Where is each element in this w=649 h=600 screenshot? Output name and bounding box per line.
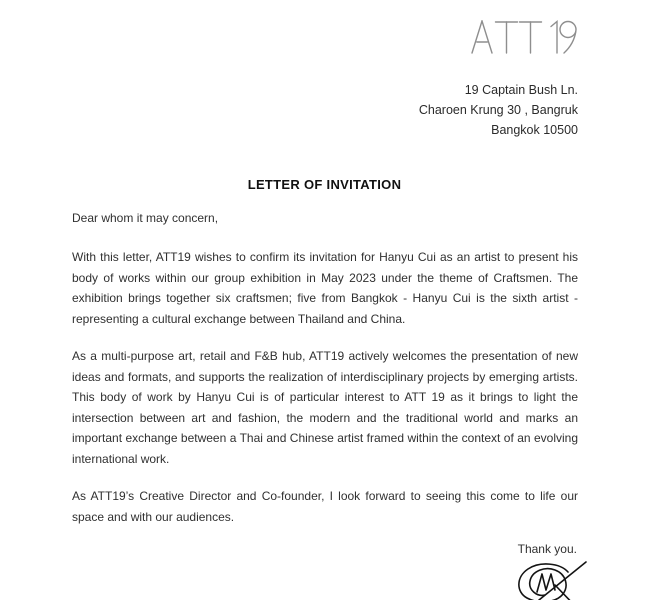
att19-logo — [471, 20, 578, 54]
salutation: Dear whom it may concern, — [72, 211, 219, 225]
sender-address — [419, 80, 578, 140]
logo-text — [471, 54, 472, 55]
signature — [512, 559, 592, 600]
att19-logo-icon — [471, 20, 578, 54]
address-line-3: Bangkok 10500 — [491, 123, 578, 137]
closing-thank-you: Thank you. — [517, 542, 577, 556]
signature-scribble-icon — [512, 559, 592, 600]
address-line-2: Charoen Krung 30 , Bangruk — [418, 103, 578, 117]
paragraph-2: As a multi-purpose art, retail and F&B hub, ATT19 actively welcomes the presentation of new ideas and formats, and supports the realization of interdisciplinary projects by emerging artists. This body of work by Hanyu Cui is of particular interest to ATT 19 as it brings to light the intersection between art and fashion, the modern and the traditional world and marks an important exchange between a Thai and Chinese artist framed within the context of an evolving international work. — [72, 349, 578, 466]
paragraph-1: With this letter, ATT19 wishes to confirm its invitation for Hanyu Cui as an artist to present his body of works within our group exhibition in May 2023 under the theme of Craftsmen. The exhibition brings together six craftsmen; five from Bangkok - Hanyu Cui is the sixth artist - representing a cultural exchange between Thailand and China. — [72, 250, 578, 326]
letter-body — [72, 247, 578, 544]
paragraph-3: As ATT19’s Creative Director and Co-founder, I look forward to seeing this come to life our space and with our audiences. — [72, 489, 578, 524]
address-line-1: 19 Captain Bush Ln. — [464, 83, 578, 97]
letter-title: LETTER OF INVITATION — [247, 177, 402, 192]
